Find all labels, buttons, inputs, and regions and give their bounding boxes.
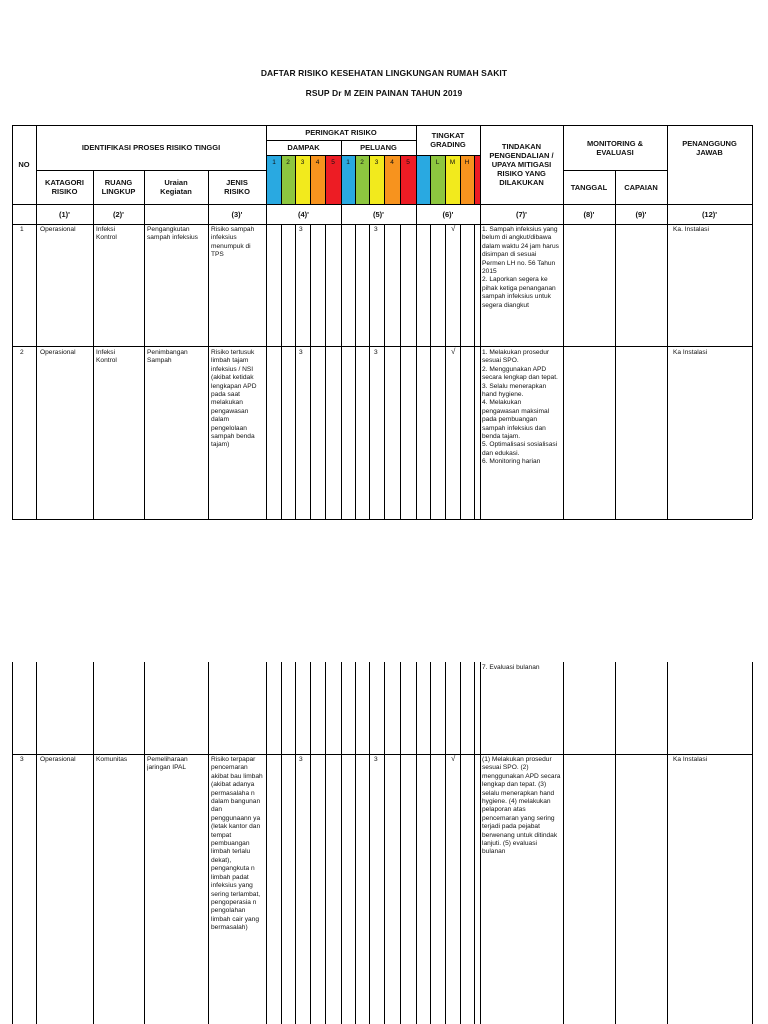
document-title: DAFTAR RISIKO KESEHATAN LINGKUNGAN RUMAH SAKIT	[260, 68, 508, 78]
row-tindakan-continued: 7. Evaluasi bulanan	[482, 664, 540, 671]
dampak-scale-1: 1	[267, 155, 281, 170]
colnum-7: (7)'	[516, 209, 527, 219]
colnum-2: (2)'	[113, 209, 124, 219]
header-kategori: KATAGORI RISIKO	[45, 178, 84, 196]
row-kategori: Operasional	[40, 349, 76, 356]
grading-M: M	[445, 155, 460, 170]
row-ruang-lingkup: Infeksi Kontrol	[96, 349, 117, 365]
row-peluang: 3	[374, 349, 378, 356]
row-dampak: 3	[299, 756, 303, 763]
row-penanggung: Ka Instalasi	[673, 756, 708, 763]
peluang-band-1	[341, 170, 355, 204]
row-uraian: Pengangkutan sampah infeksius	[147, 226, 198, 242]
dampak-scale-2: 2	[281, 155, 295, 170]
colnum-5: (5)'	[373, 209, 384, 219]
row-penanggung: Ka. Instalasi	[673, 226, 709, 233]
header-peringkat-risiko: PERINGKAT RISIKO	[305, 128, 377, 137]
header-identifikasi: IDENTIFIKASI PROSES RISIKO TINGGI	[81, 143, 221, 152]
peluang-scale-2: 2	[355, 155, 369, 170]
grading-band-M	[445, 170, 460, 204]
grading-band-H	[460, 170, 474, 204]
dampak-band-4	[310, 170, 325, 204]
row-tindakan: 1. Sampah infeksius yang belum di angkut/dibawa dalam waktu 24 jam harus disimpan di sesuai Permen LH no. 56 Tahun 2015 2. Laporkan segera ke pihak ketiga penanganan sampah infeksius untuk segera diangkut	[482, 226, 559, 309]
colnum-3: (3)'	[231, 209, 243, 219]
row-ruang-lingkup: Komunitas	[96, 756, 128, 763]
header-monitoring: MONITORING & EVALUASI	[586, 138, 644, 157]
row-jenis: Risiko tertusuk limbah tajam infeksius / NSI (akibat ketidak lengkapan APD pada saat melakukan pengawasan dalam pengelolaan sampah benda tajam)	[211, 349, 257, 449]
row-tindakan: 1. Melakukan prosedur sesuai SPO. 2. Menggunakan APD secara lengkap dan tepat. 3. Selalu menerapkan hand hygiene. 4. Melakukan pengawasan maksimal pada pembuangan sampah infeksius dan benda tajam. 5. Optimalisasi sosialisasi dan edukasi. 6. Monitoring harian	[482, 349, 558, 466]
header-ruang-lingkup: RUANG LINGKUP	[101, 178, 136, 196]
dampak-band-1	[267, 170, 281, 204]
header-no: NO	[18, 160, 30, 169]
peluang-scale-5: 5	[400, 155, 416, 170]
peluang-band-2	[355, 170, 369, 204]
row-ruang-lingkup: Infeksi Kontrol	[96, 226, 117, 242]
header-peluang: PELUANG	[360, 143, 397, 152]
colnum-6: (6)'	[442, 209, 454, 219]
colnum-8: (8)'	[583, 209, 595, 219]
dampak-band-3	[295, 170, 310, 204]
dampak-band-5	[325, 170, 341, 204]
header-penanggung-jawab: PENANGGUNG JAWAB	[682, 138, 737, 157]
header-dampak: DAMPAK	[287, 143, 320, 152]
colnum-9: (9)'	[635, 209, 647, 219]
colnum-4: (4)'	[298, 209, 309, 219]
dampak-scale-5: 5	[325, 155, 341, 170]
row-jenis: Risiko sampah infeksius menumpuk di TPS	[211, 226, 255, 259]
grading-H: H	[460, 155, 474, 170]
grading-band-L	[430, 170, 445, 204]
grading-L: L	[430, 155, 445, 170]
row-kategori: Operasional	[40, 226, 76, 233]
grading-band-blue	[416, 155, 430, 170]
peluang-band-5	[400, 170, 416, 204]
grading-band-blue-lower	[416, 170, 430, 204]
row-uraian: Penimbangan Sampah	[147, 349, 188, 365]
document-subtitle: RSUP Dr M ZEIN PAINAN TAHUN 2019	[305, 88, 463, 98]
row-no: 3	[20, 756, 24, 763]
header-jenis: JENIS RISIKO	[224, 178, 250, 196]
peluang-scale-1: 1	[341, 155, 355, 170]
row-grading-check: √	[451, 224, 456, 233]
row-dampak: 3	[299, 226, 303, 233]
row-penanggung: Ka Instalasi	[673, 349, 708, 356]
row-tindakan: (1) Melakukan prosedur sesuai SPO. (2) menggunakan APD secara lengkap dan tepat. (3) selalu menerapkan hand hygiene. (4) melakukan pelaporan atas pencemaran yang sering terjadi pada pejabat berwenang untuk ditindak lanjuti. (5) evaluasi bulanan	[482, 756, 561, 856]
row-jenis: Risiko terpapar pencemaran akibat bau limbah (akibat adanya permasalaha n dalam bangunan dan penggunaann ya (letak kantor dan tempat pembuangan limbah terlalu dekat), pengangkuta n limbah padat infeksius yang sering terlambat, pengoperasia n pengolahan limbah cair yang bermasalah)	[211, 756, 263, 932]
row-grading-check: √	[451, 347, 456, 356]
header-capaian: CAPAIAN	[624, 182, 658, 192]
row-peluang: 3	[374, 756, 378, 763]
row-kategori: Operasional	[40, 756, 76, 763]
peluang-scale-4: 4	[384, 155, 400, 170]
row-peluang: 3	[374, 226, 378, 233]
row-grading-check: √	[451, 754, 456, 763]
peluang-band-4	[384, 170, 400, 204]
header-uraian: Uraian Kegiatan	[160, 178, 192, 196]
row-uraian: Pemeliharaan jaringan IPAL	[147, 756, 188, 772]
dampak-scale-3: 3	[295, 155, 310, 170]
header-tingkat-grading: TINGKAT GRADING	[430, 131, 466, 149]
dampak-band-2	[281, 170, 295, 204]
row-no: 1	[20, 226, 24, 233]
row-dampak: 3	[299, 349, 303, 356]
colnum-1: (1)'	[59, 209, 70, 219]
peluang-band-3	[369, 170, 384, 204]
dampak-scale-4: 4	[310, 155, 325, 170]
colnum-12: (12)'	[701, 209, 718, 219]
peluang-scale-3: 3	[369, 155, 384, 170]
row-no: 2	[20, 349, 24, 356]
header-tindakan: TINDAKAN PENGENDALIAN / UPAYA MITIGASI RISIKO YANG DILAKUKAN	[489, 142, 554, 187]
header-tanggal: TANGGAL	[570, 182, 608, 192]
